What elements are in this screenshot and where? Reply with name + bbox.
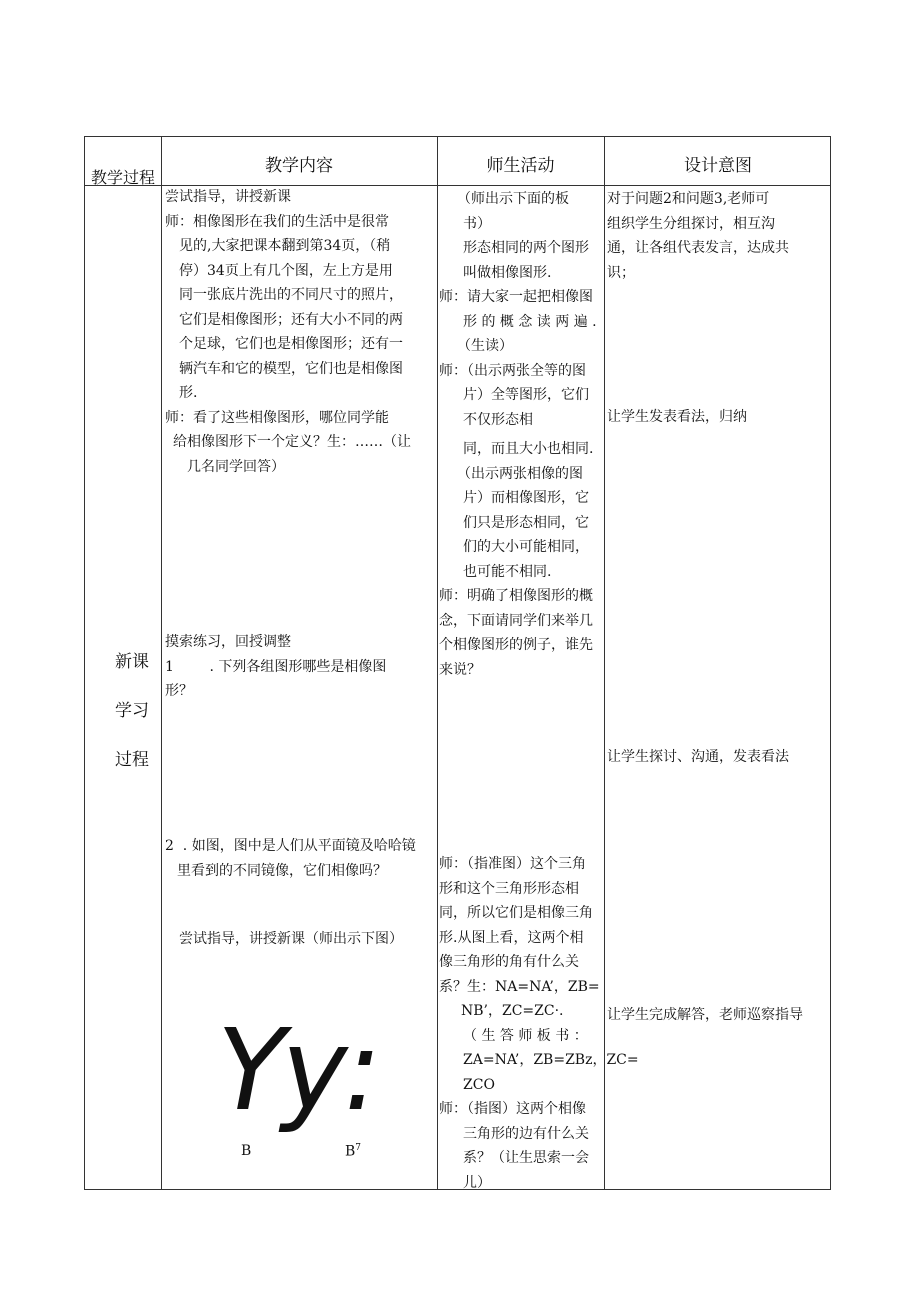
guide-line: 尝试指导，讲授新课（师出示下图） — [179, 931, 403, 947]
activity-line: 同，而且大小也相同. — [463, 441, 594, 457]
activity-line: （ 生 答 师 板 书 ： — [463, 1027, 588, 1044]
question-2 — [165, 834, 416, 883]
intent-2: 让学生发表看法，归纳 — [607, 409, 747, 425]
activity-line: 形和这个三角形形态相 — [439, 880, 579, 897]
content-line: 给相像图形下一个定义？生：……（让 — [173, 434, 411, 450]
content-line: 同一张底片洗出的不同尺寸的照片， — [179, 287, 403, 303]
header-intent: 设计意图 — [684, 156, 752, 176]
intent-block-1 — [607, 187, 789, 285]
content-line: 停）34页上有几个图，左上方是用 — [179, 262, 393, 279]
activity-line: 不仅形态相 — [463, 411, 533, 428]
activity-line: 也可能不相同. — [463, 563, 552, 580]
question-line: 里看到的不同镜像，它们相像吗？ — [177, 862, 387, 879]
content-intro — [165, 185, 411, 479]
content-line: 它们是相像图形；还有大小不同的两 — [179, 311, 403, 328]
content-line: 尝试指导，讲授新课 — [165, 189, 291, 205]
header-process: 教学过程 — [90, 168, 155, 187]
practice-line: 摸索练习，回授调整 — [165, 634, 291, 650]
content-line: 形. — [179, 385, 198, 401]
practice-line: 1 . 下列各组图形哪些是相像图 — [165, 658, 387, 675]
practice-line: 形？ — [165, 683, 193, 699]
activity-line: 同，所以它们是相像三角 — [439, 905, 593, 921]
header-activity: 师生活动 — [486, 156, 555, 176]
content-line: 见的,大家把课本翻到第34页，（稍 — [179, 238, 391, 254]
column-divider — [437, 137, 438, 1189]
practice-block — [165, 630, 386, 704]
activity-line: 片）全等图形，它们 — [463, 387, 589, 403]
intent-line: 对于问题2和问题3,老师可 — [607, 191, 770, 207]
activity-line: 形.从图上看，这两个相 — [439, 929, 584, 946]
activity-line: 师：（出示两张全等的图 — [439, 362, 586, 379]
mirror-figure-text: Yy: — [217, 1006, 378, 1136]
content-line: 师：看了这些相像图形，哪位同学能 — [165, 409, 389, 426]
activity-line: （生读） — [457, 338, 513, 354]
header-content: 教学内容 — [265, 156, 333, 176]
activity-line: 们的大小可能相同， — [463, 539, 589, 555]
activity-line: 叫做相像图形. — [463, 264, 552, 281]
activity-block-2 — [439, 437, 593, 682]
activity-line: ZCO — [463, 1076, 495, 1093]
section-label-3: 过程 — [115, 750, 149, 770]
intent-line: 识； — [607, 264, 635, 281]
activity-line: 来说？ — [439, 661, 481, 678]
question-line: 2 . 如图，图中是人们从平面镜及哈哈镜 — [165, 838, 416, 854]
activity-line: 儿） — [463, 1174, 491, 1191]
activity-line: 师：（指图）这两个相像 — [439, 1101, 586, 1117]
intent-line: 组织学生分组探讨，相互沟 — [607, 215, 775, 232]
figure-label-b-prime: $B^7$ — [345, 1143, 362, 1160]
activity-line: 书） — [463, 215, 491, 232]
content-line: 师：相像图形在我们的生活中是很常 — [165, 213, 389, 230]
section-label-1: 新课 — [115, 652, 149, 672]
activity-line: 个相像图形的例子，谁先 — [439, 637, 593, 653]
activity-line: （出示两张相像的图 — [457, 465, 583, 482]
activity-line: 师：（指准图）这个三角 — [439, 856, 586, 872]
activity-line: 念，下面请同学们来举几 — [439, 612, 593, 629]
column-divider — [161, 137, 162, 1189]
activity-line: 片）而相像图形，它 — [463, 490, 589, 506]
figure-label-b: B — [241, 1143, 252, 1159]
intent-line: 通，让各组代表发言，达成共 — [607, 240, 789, 256]
activity-line: 们只是形态相同，它 — [463, 514, 589, 531]
activity-line: ZA=NA’，ZB=ZBz，ZC= — [463, 1052, 639, 1068]
intent-4: 让学生完成解答，老师巡察指导 — [607, 1007, 803, 1023]
activity-line: NB’，ZC=ZC·. — [461, 1003, 564, 1019]
activity-line: 系？（让生思索一会 — [463, 1150, 589, 1166]
activity-line: 形 的 概 念 读 两 遍 . — [463, 313, 597, 330]
activity-line: 三角形的边有什么关 — [463, 1125, 589, 1142]
lesson-table — [84, 136, 831, 1190]
content-line: 个足球，它们也是相像图形；还有一 — [179, 336, 403, 352]
content-line: 辆汽车和它的模型，它们也是相像图 — [179, 360, 403, 377]
activity-block-1 — [439, 187, 597, 432]
activity-line: 师：请大家一起把相像图 — [439, 289, 593, 305]
section-label-2: 学习 — [115, 701, 149, 721]
activity-line: 像三角形的角有什么关 — [439, 954, 579, 970]
intent-3: 让学生探讨、沟通，发表看法 — [607, 749, 789, 765]
activity-line: 师：明确了相像图形的概 — [439, 588, 593, 604]
activity-line: 形态相同的两个图形 — [463, 240, 589, 256]
activity-line: （师出示下面的板 — [457, 191, 569, 207]
activity-line: 系？生：NA=NA’，ZB= — [439, 978, 600, 995]
content-line: 几名同学回答） — [187, 458, 285, 475]
